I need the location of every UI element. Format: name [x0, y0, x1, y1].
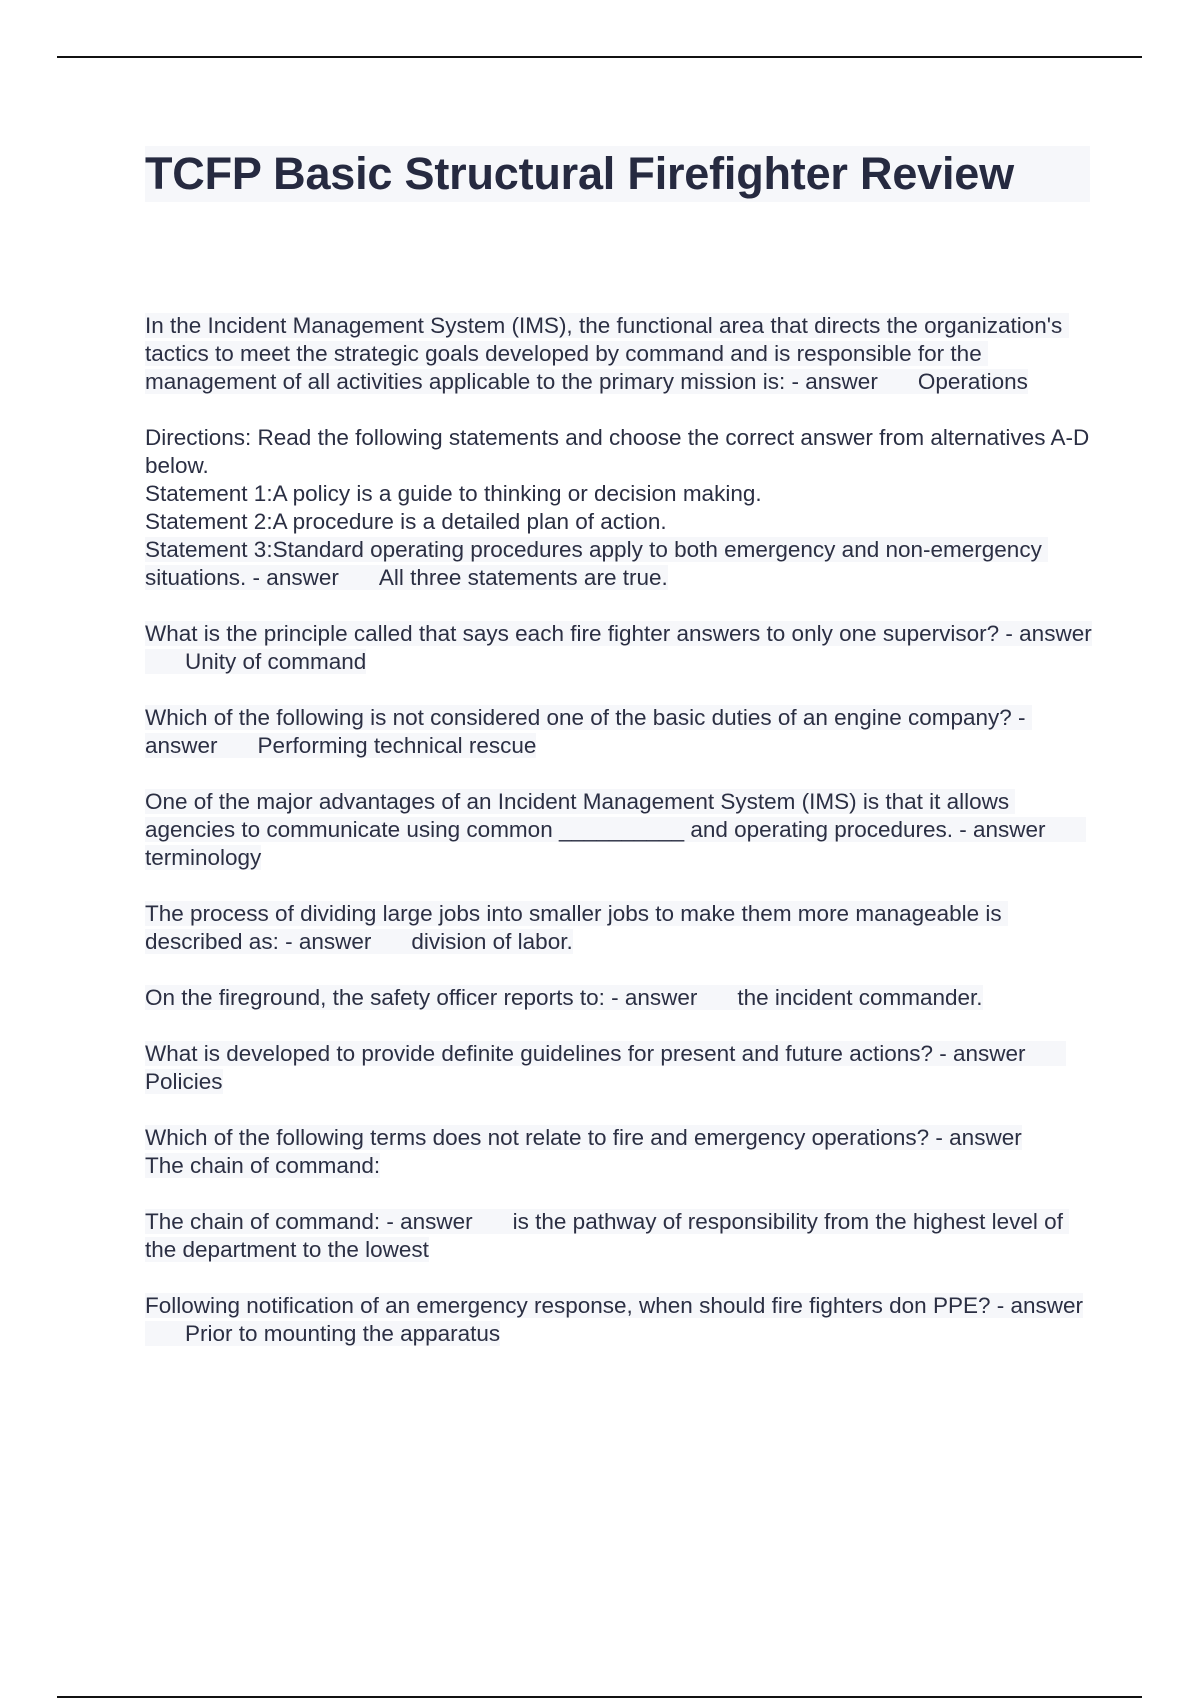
answer-text: terminology — [145, 845, 262, 870]
document-title: TCFP Basic Structural Firefighter Review — [145, 148, 1014, 199]
qa-item-6 — [145, 900, 1095, 956]
answer-text: Performing technical rescue — [257, 733, 537, 758]
answer-text: Prior to mounting the apparatus — [185, 1321, 501, 1346]
question-text: Which of the following is not considered one of the basic duties of an engine company? - answer — [145, 705, 1032, 758]
answer-text: division of labor. — [411, 929, 573, 954]
answer-text: is the pathway of responsibility from the highest level of the department to the lowest — [145, 1209, 1070, 1262]
bottom-rule — [57, 1696, 1142, 1698]
qa-item-3 — [145, 620, 1095, 676]
question-text: One of the major advantages of an Incident Management System (IMS) is that it allows agencies to communicate using common __________ and operating procedures. - answer — [145, 789, 1046, 842]
answer-text: Policies — [145, 1069, 223, 1094]
answer-text: Unity of command — [185, 649, 367, 674]
qa-item-9 — [145, 1124, 1095, 1180]
question-text: In the Incident Management System (IMS), the functional area that directs the organization's tactics to meet the strategic goals developed by command and is responsible for the management of all activities applicable to the primary mission is: - answer — [145, 313, 1069, 394]
top-rule — [57, 56, 1142, 58]
qa-item-10 — [145, 1208, 1095, 1264]
answer-text: The chain of command: — [145, 1153, 381, 1178]
answer-text: Operations — [917, 369, 1028, 394]
question-text: The chain of command: - answer — [145, 1209, 473, 1234]
qa-item-11 — [145, 1292, 1095, 1348]
answer-text: the incident commander. — [737, 985, 983, 1010]
question-text: On the fireground, the safety officer reports to: - answer — [145, 985, 698, 1010]
question-line: Statement 1:A policy is a guide to thinking or decision making. — [145, 481, 762, 506]
qa-item-8 — [145, 1040, 1095, 1096]
qa-list — [145, 312, 1095, 1376]
question-line: Directions: Read the following statements and choose the correct answer from alternatives A-D below. — [145, 425, 1096, 478]
qa-item-2 — [145, 424, 1095, 592]
qa-item-5 — [145, 788, 1095, 872]
answer-text: All three statements are true. — [378, 565, 668, 590]
qa-item-4 — [145, 704, 1095, 760]
qa-item-7 — [145, 984, 1095, 1012]
qa-item-1 — [145, 312, 1095, 396]
question-text: What is developed to provide definite guidelines for present and future actions? - answer — [145, 1041, 1026, 1066]
question-text: Which of the following terms does not relate to fire and emergency operations? - answer — [145, 1125, 1022, 1150]
question-line: Statement 2:A procedure is a detailed plan of action. — [145, 509, 667, 534]
question-line: Statement 3:Standard operating procedures apply to both emergency and non-emergency situations. - answer — [145, 537, 1049, 590]
question-text: The process of dividing large jobs into smaller jobs to make them more manageable is described as: - answer — [145, 901, 1008, 954]
question-text: Following notification of an emergency response, when should fire fighters don PPE? - answer — [145, 1293, 1084, 1318]
question-text: What is the principle called that says each fire fighter answers to only one supervisor? - answer — [145, 621, 1092, 646]
